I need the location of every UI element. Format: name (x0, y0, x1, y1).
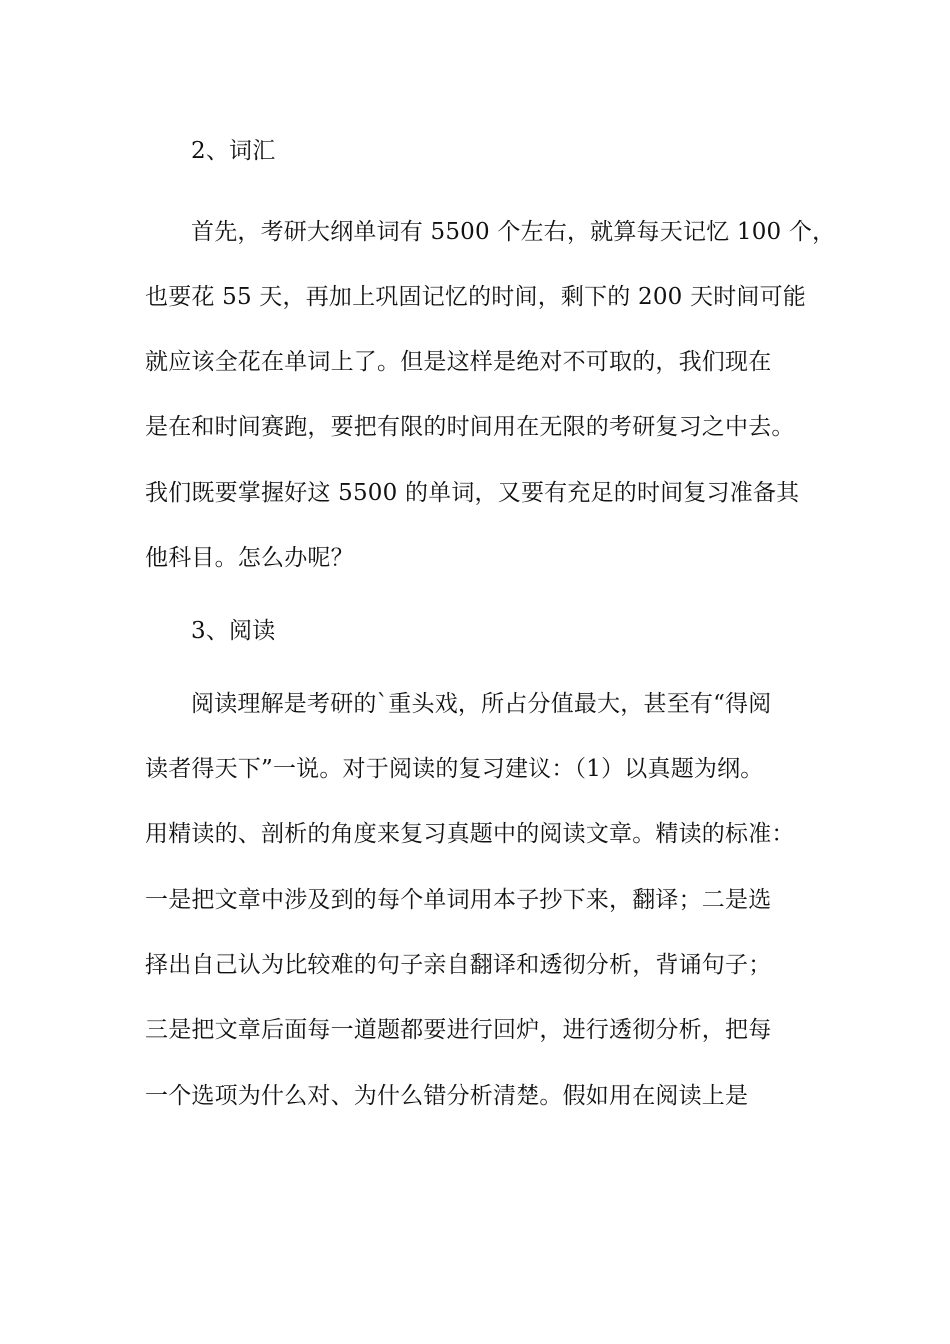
paragraph-line: 读者得天下”一说。对于阅读的复习建议：（1）以真题为纲。 (145, 756, 764, 782)
section-heading-reading: 3、阅读 (191, 618, 276, 644)
paragraph-line: 一是把文章中涉及到的每个单词用本子抄下来，翻译；二是选 (145, 887, 772, 913)
document-body (145, 128, 836, 1133)
paragraph-line: 一个选项为什么对、为什么错分析清楚。假如用在阅读上是 (145, 1083, 749, 1109)
paragraph-line: 三是把文章后面每一道题都要进行回炉，进行透彻分析，把每 (145, 1017, 772, 1043)
paragraph-line: 也要花 55 天，再加上巩固记忆的时间，剩下的 200 天时间可能 (145, 284, 807, 310)
paragraph-line: 他科目。怎么办呢？ (145, 545, 354, 571)
section-heading-vocabulary: 2、词汇 (191, 138, 276, 164)
paragraph-line: 阅读理解是考研的`重头戏，所占分值最大，甚至有“得阅 (191, 691, 772, 717)
paragraph-line: 我们既要掌握好这 5500 的单词，又要有充足的时间复习准备其 (145, 480, 800, 506)
paragraph-line: 是在和时间赛跑，要把有限的时间用在无限的考研复习之中去。 (145, 414, 795, 440)
paragraph-line: 就应该全花在单词上了。但是这样是绝对不可取的，我们现在 (145, 349, 772, 375)
paragraph-line: 择出自己认为比较难的句子亲自翻译和透彻分析，背诵句子； (145, 952, 772, 978)
paragraph-line: 用精读的、剖析的角度来复习真题中的阅读文章。精读的标准： (145, 821, 795, 847)
paragraph-line: 首先，考研大纲单词有 5500 个左右，就算每天记忆 100 个， (191, 219, 836, 245)
